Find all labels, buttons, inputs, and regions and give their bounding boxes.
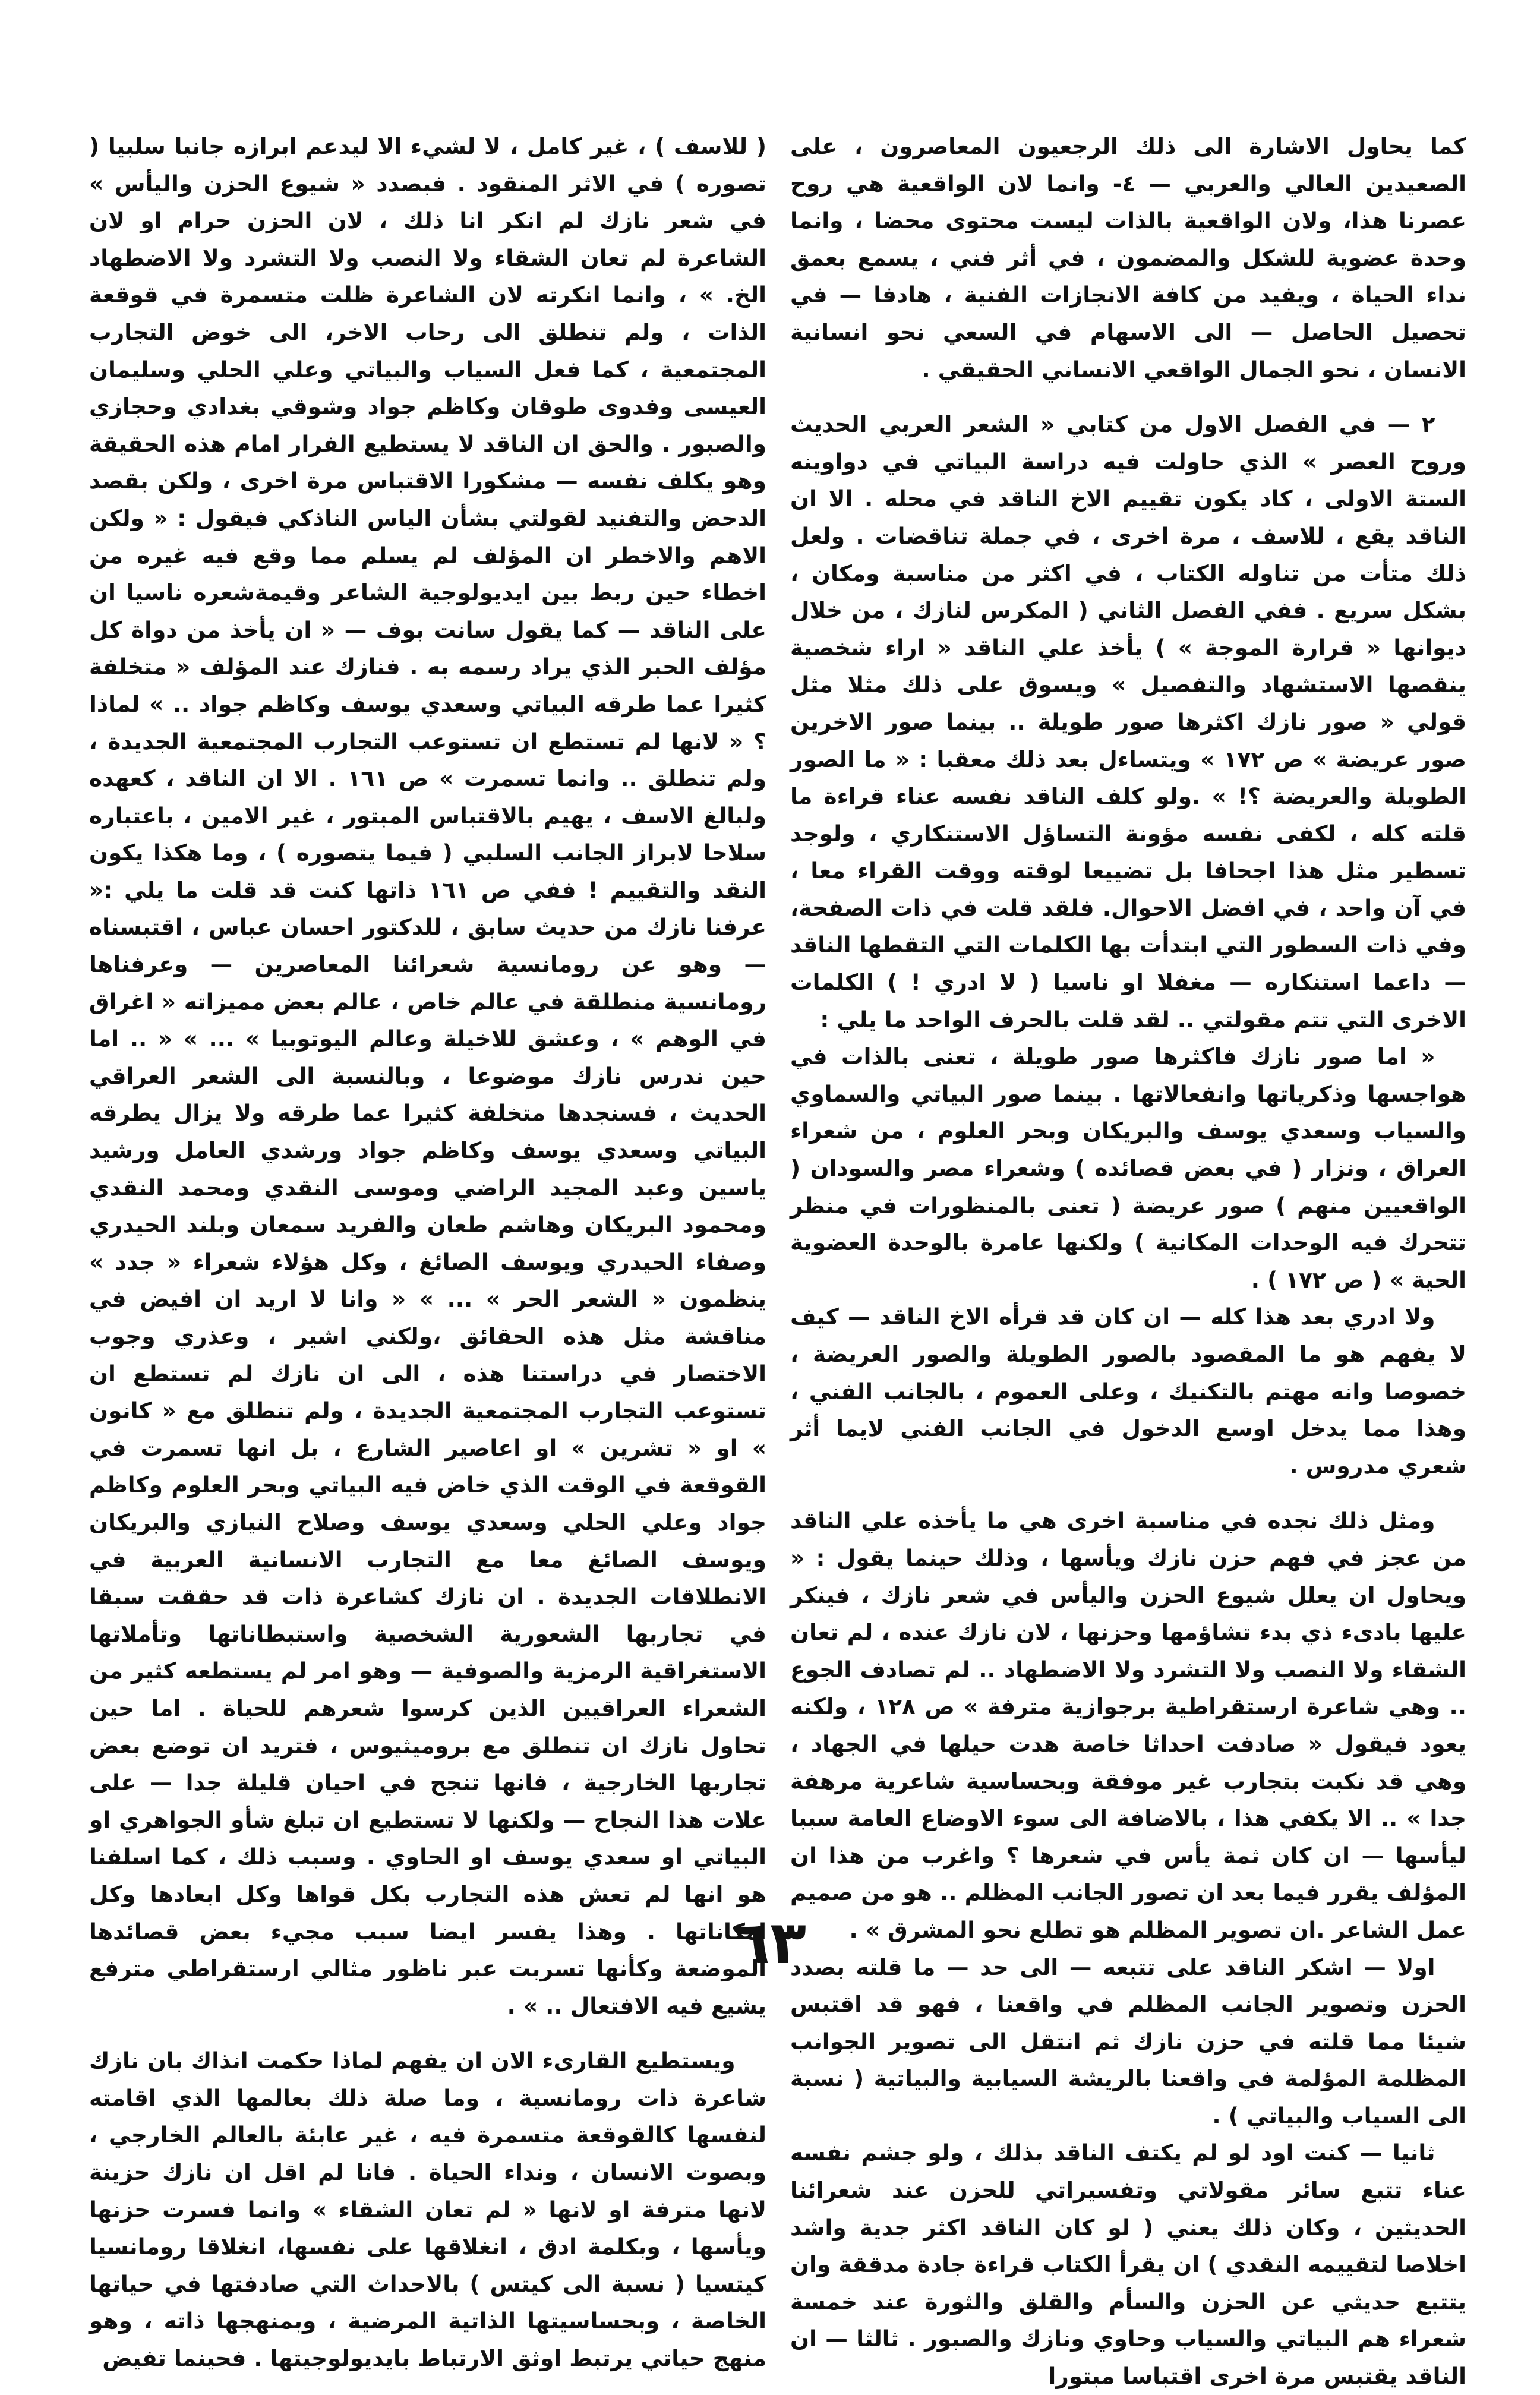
page-number: ٦٣ bbox=[733, 1908, 807, 1977]
paragraph: ٢ — في الفصل الاول من كتابي « الشعر العربي الحديث وروح العصر » الذي حاولت فيه دراسة البياتي في دواوينه الستة الاولى ، كاد يكون تقييم الاخ الناقد في محله . الا ان الناقد يقع ، للاسف ، مرة اخرى ، في جملة تناقضات . ولعل ذلك متأت من تناوله الكتاب ، في اكثر من مناسبة ومكان ، بشكل سريع . ففي الفصل الثاني ( المكرس لنازك ، من خلال ديوانها « قرارة الموجة » ) يأخذ علي الناقد « اراء شخصية ينقصها الاستشهاد والتفصيل » ويسوق على ذلك مثلا مثل قولي « صور نازك اكثرها صور طويلة .. بينما صور الاخرين صور عريضة » ص ١٧٢ » ويتساءل بعد ذلك معقبا : « ما الصور الطويلة والعريضة ؟! » .ولو كلف الناقد نفسه عناء قراءة ما قلته كله ، لكفى نفسه مؤونة التساؤل الاستنكاري ، ولوجد تسطير مثل هذا اجحافا بل تضييعا لوقته ووقت القراء معا ، في آن واحد ، في افضل الاحوال. فلقد قلت في ذات الصفحة، وفي ذات السطور التي ابتدأت بها الكلمات التي التقطها الناقد — داعما استنكاره — مغفلا او ناسيا ( لا ادري ! ) الكلمات الاخرى التي تتم مقولتي .. لقد قلت بالحرف الواحد ما يلي : bbox=[790, 411, 1466, 1033]
quoted-paragraph: « اما صور نازك فاكثرها صور طويلة ، تعنى بالذات في هواجسها وذكرياتها وانفعالاتها . بينما صور البياتي والسماوي والسياب وسعدي يوسف والبريكان وبحر العلوم ، من شعراء العراق ، ونزار ( في بعض قصائده ) وشعراء مصر والسودان ( الواقعيين منهم ) صور عريضة ( تعنى بالمنظورات في منظر تتحرك فيه الوحدات المكانية ) ولكنها عامرة بالوحدة العضوية الحية » ( ص ١٧٢ ) . bbox=[790, 1043, 1466, 1293]
paragraph: ( للاسف ) ، غير كامل ، لا لشيء الا ليدعم ابرازه جانبا سلبيا ( تصوره ) في الاثر المنقود . فبصدد « شيوع الحزن واليأس » في شعر نازك لم انكر انا ذلك ، لان الحزن حرام او لان الشاعرة لم تعان الشقاء ولا النصب ولا التشرد ولا الاضطهاد الخ. » ، وانما انكرته لان الشاعرة ظلت متسمرة في قوقعة الذات ، ولم تنطلق الى رحاب الاخر، الى خوض التجارب المجتمعية ، كما فعل السياب والبياتي وعلي الحلي وسليمان العيسى وفدوى طوقان وكاظم جواد وشوقي بغدادي وحجازي والصبور . والحق ان الناقد لا يستطيع الفرار امام هذه الحقيقة وهو يكلف نفسه — مشكورا الاقتباس مرة اخرى ، ولكن بقصد الدحض والتفنيد لقولتي بشأن الياس الناذكي فيقول : « ولكن الاهم والاخطر ان المؤلف لم يسلم مما وقع فيه غيره من اخطاء حين ربط بين ايديولوجية الشاعر وقيمةشعره ناسيا ان على الناقد — كما يقول سانت بوف — « ان يأخذ من دواة كل مؤلف الحبر الذي يراد رسمه به . فنازك عند المؤلف « متخلفة كثيرا عما طرقه البياتي وسعدي يوسف وكاظم جواد .. » لماذا ؟ « لانها لم تستطع ان تستوعب التجارب المجتمعية الجديدة ، ولم تنطلق .. وانما تسمرت » ص ١٦١ . الا ان الناقد ، كعهده ولبالغ الاسف ، يهيم بالاقتباس المبتور ، غير الامين ، باعتباره سلاحا لابراز الجانب السلبي ( فيما يتصوره ) ، وما هكذا يكون النقد والتقييم ! ففي ص ١٦١ ذاتها كنت قد قلت ما يلي :« عرفنا نازك من حديث سابق ، للدكتور احسان عباس ، اقتبسناه — وهو عن رومانسية شعرائنا المعاصرين — وعرفناها رومانسية منطلقة في عالم خاص ، عالم بعض مميزاته « اغراق في الوهم » ، وعشق للاخيلة وعالم اليوتوبيا » ... » « .. اما حين ندرس نازك موضوعا ، وبالنسبة الى الشعر العراقي الحديث ، فسنجدها متخلفة كثيرا عما طرقه ولا يزال يطرقه البياتي وسعدي يوسف وكاظم جواد ورشدي العامل ورشيد ياسين وعبد المجيد الراضي وموسى النقدي ومحمد النقدي ومحمود البريكان وهاشم طعان والفريد سمعان وبلند الحيدري وصفاء الحيدري ويوسف الصائغ ، وكل هؤلاء شعراء « جدد » ينظمون « الشعر الحر » ... » « وانا لا اريد ان افيض في مناقشة مثل هذه الحقائق ،ولكني اشير ، وعذري وجوب الاختصار في دراستنا هذه ، الى ان نازك لم تستطع ان تستوعب التجارب المجتمعية الجديدة ، ولم تنطلق مع « كانون » او « تشرين » او اعاصير الشارع ، بل انها تسمرت في القوقعة في الوقت الذي خاض فيه البياتي وبحر العلوم وكاظم جواد وعلي الحلي وسعدي يوسف وصلاح النيازي والبريكان ويوسف الصائغ معا مع التجارب الانسانية العربية في الانطلاقات الجديدة . ان نازك كشاعرة ذات قد حققت سبقا في تجاربها الشعورية الشخصية واستبطاناتها وتأملاتها الاستغراقية الرمزية والصوفية — وهو امر لم يستطعه كثير من الشعراء العراقيين الذين كرسوا شعرهم للحياة . اما حين تحاول نازك ان تنطلق مع بروميثيوس ، فتريد ان توضع بعض تجاربها الخارجية ، فانها تنجح في احيان قليلة جدا — على علات هذا النجاح — ولكنها لا تستطيع ان تبلغ شأو الجواهري او البياتي او سعدي يوسف او الحاوي . وسبب ذلك ، كما اسلفنا هو انها لم تعش هذه التجارب بكل قواها وكل ابعادها وكل امكاناتها . وهذا يفسر ايضا سبب مجيء بعض قصائدها الموضعة وكأنها تسربت عبر ناظور مثالي ارستقراطي مترفع يشيع فيه الافتعال .. » . bbox=[89, 133, 766, 2019]
right-text-column bbox=[790, 128, 1466, 2390]
paragraph: ويستطيع القارىء الان ان يفهم لماذا حكمت انذاك بان نازك شاعرة ذات رومانسية ، وما صلة ذلك بعالمها الذي اقامته لنفسها كالقوقعة متسمرة فيه ، غير عابئة بالعالم الخارجي ، وبصوت الانسان ، ونداء الحياة . فانا لم اقل ان نازك حزينة لانها مترفة او لانها « لم تعان الشقاء » وانما فسرت حزنها ويأسها ، وبكلمة ادق ، انغلاقها على نفسها، انغلاقا رومانسيا كيتسيا ( نسبة الى كيتس ) بالاحداث التي صادفتها في حياتها الخاصة ، وبحساسيتها الذاتية المرضية ، وبمنهجها ذاته ، وهو منهج حياتي يرتبط اوثق الارتباط بايديولوجيتها . فحينما تفيض bbox=[89, 2047, 766, 2372]
paragraph: اولا — اشكر الناقد على تتبعه — الى حد — ما قلته بصدد الحزن وتصوير الجانب المظلم في واقعنا ، فهو قد اقتبس شيئا مما قلته في حزن نازك ثم انتقل الى تصوير الجوانب المظلمة المؤلمة في واقعنا بالريشة السيابية والبياتية ( نسبة الى السياب والبياتي ) . bbox=[790, 1954, 1466, 2129]
paragraph: ومثل ذلك نجده في مناسبة اخرى هي ما يأخذه علي الناقد من عجز في فهم حزن نازك ويأسها ، وذلك حينما يقول : « ويحاول ان يعلل شيوع الحزن واليأس في شعر نازك ، فينكر عليها بادىء ذي بدء تشاؤمها وحزنها ، لان نازك عنده ، لم تعان الشقاء ولا النصب ولا التشرد ولا الاضطهاد .. لم تصادف الجوع .. وهي شاعرة ارستقراطية برجوازية مترفة » ص ١٢٨ ، ولكنه يعود فيقول « صادفت احداثا خاصة هدت حيلها في الجهاد ، وهي قد نكبت بتجارب غير موفقة وبحساسية شاعرية مرهفة جدا » .. الا يكفي هذا ، بالاضافة الى سوء الاوضاع العامة سببا ليأسها — ان كان ثمة يأس في شعرها ؟ واغرب من هذا ان المؤلف يقرر فيما بعد ان تصور الجانب المظلم .. هو من صميم عمل الشاعر .ان تصوير المظلم هو تطلع نحو المشرق » . bbox=[790, 1507, 1466, 1943]
paragraph: ثانيا — كنت اود لو لم يكتف الناقد بذلك ، ولو جشم نفسه عناء تتبع سائر مقولاتي وتفسيراتي للحزن عند شعرائنا الحديثين ، وكان ذلك يعني ( لو كان الناقد اكثر جدية واشد اخلاصا لتقييمه النقدي ) ان يقرأ الكتاب قراءة جادة مدققة وان يتتبع حديثي عن الحزن والسأم والقلق والثورة عند خمسة شعراء هم البياتي والسياب وحاوي ونازك والصبور . ثالثا — ان الناقد يقتبس مرة اخرى اقتباسا مبتورا bbox=[790, 2140, 1466, 2390]
paragraph: كما يحاول الاشارة الى ذلك الرجعيون المعاصرون ، على الصعيدين العالي والعربي — ٤- وانما لان الواقعية هي روح عصرنا هذا، ولان الواقعية بالذات ليست محتوى محضا ، وانما وحدة عضوية للشكل والمضمون ، في أثر فني ، يسمع بعمق نداء الحياة ، ويفيد من كافة الانجازات الفنية ، هادفا — في تحصيل الحاصل — الى الاسهام في السعي نحو انسانية الانسان ، نحو الجمال الواقعي الانساني الحقيقي . bbox=[790, 133, 1466, 383]
left-text-column bbox=[89, 128, 766, 2372]
paragraph: ولا ادري بعد هذا كله — ان كان قد قرأه الاخ الناقد — كيف لا يفهم هو ما المقصود بالصور الطويلة والصور العريضة ، خصوصا وانه مهتم بالتكنيك ، وعلى العموم ، بالجانب الفني ، وهذا مما يدخل اوسع الدخول في الجانب الفني لايما أثر شعري مدروس . bbox=[790, 1304, 1466, 1479]
